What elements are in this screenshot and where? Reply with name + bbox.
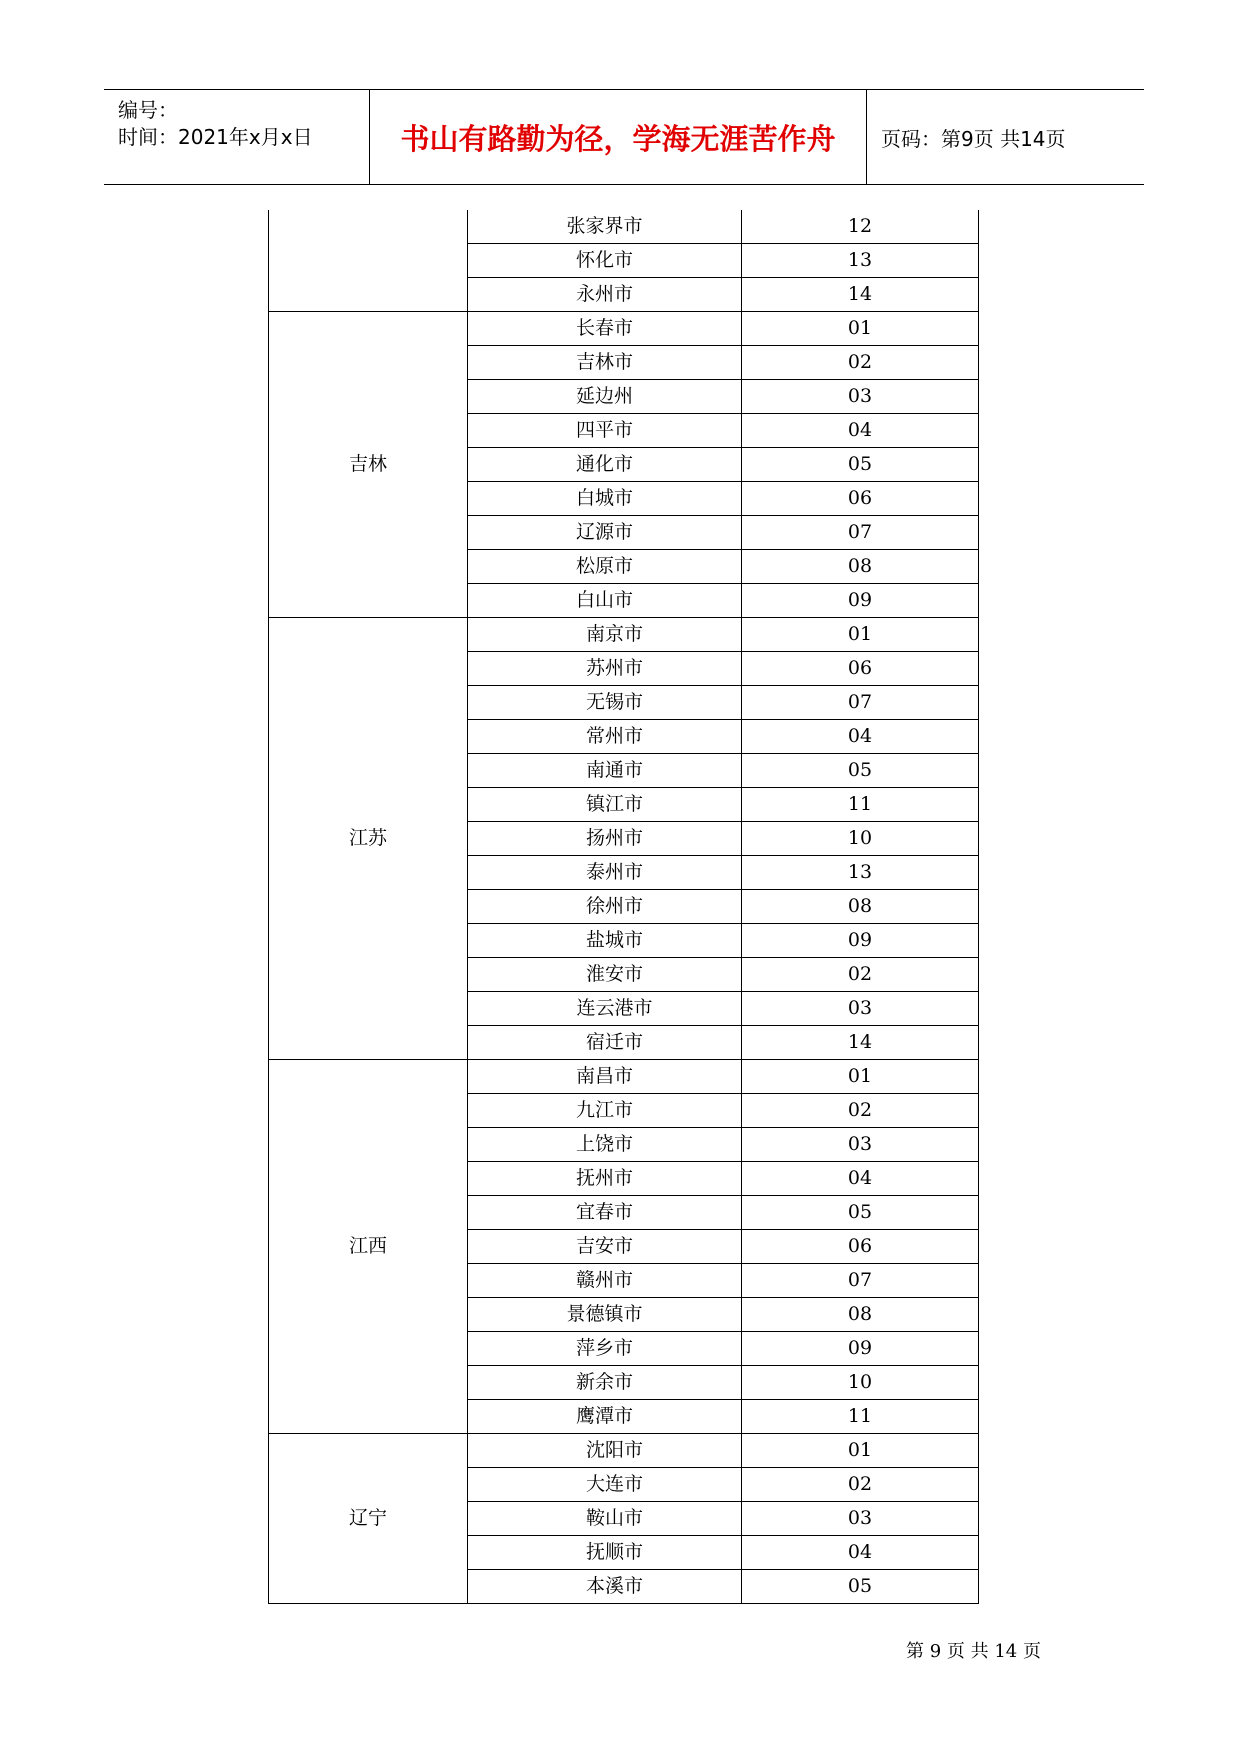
header-meta <box>104 90 369 184</box>
city-cell: 抚顺市 <box>468 1536 742 1570</box>
city-cell: 四平市 <box>468 414 742 448</box>
document-number-label: 编号： <box>118 98 178 122</box>
code-cell: 05 <box>742 1196 979 1230</box>
document-time-label: 时间：2021年x月x日 <box>118 125 313 149</box>
city-cell: 大连市 <box>468 1468 742 1502</box>
province-cell: 江西 <box>269 1060 468 1434</box>
code-cell: 06 <box>742 482 979 516</box>
city-cell: 永州市 <box>468 278 742 312</box>
table-row <box>269 1060 979 1094</box>
code-cell: 07 <box>742 516 979 550</box>
code-cell: 03 <box>742 1128 979 1162</box>
city-cell: 无锡市 <box>468 686 742 720</box>
code-cell: 13 <box>742 856 979 890</box>
code-cell: 04 <box>742 1162 979 1196</box>
city-cell: 上饶市 <box>468 1128 742 1162</box>
code-cell: 06 <box>742 652 979 686</box>
code-cell: 09 <box>742 1332 979 1366</box>
city-cell: 镇江市 <box>468 788 742 822</box>
page-footer: 第 9 页 共 14 页 <box>906 1641 1041 1662</box>
city-cell: 吉安市 <box>468 1230 742 1264</box>
table-row <box>269 1434 979 1468</box>
code-cell: 03 <box>742 1502 979 1536</box>
code-cell: 01 <box>742 618 979 652</box>
city-cell: 抚州市 <box>468 1162 742 1196</box>
city-cell: 南昌市 <box>468 1060 742 1094</box>
city-cell: 吉林市 <box>468 346 742 380</box>
code-cell: 07 <box>742 686 979 720</box>
code-cell: 13 <box>742 244 979 278</box>
city-cell: 连云港市 <box>468 992 742 1026</box>
region-code-table-body <box>269 210 979 1604</box>
province-cell <box>269 210 468 312</box>
city-cell: 怀化市 <box>468 244 742 278</box>
code-cell: 08 <box>742 890 979 924</box>
city-cell: 苏州市 <box>468 652 742 686</box>
table-row <box>269 618 979 652</box>
code-cell: 09 <box>742 584 979 618</box>
city-cell: 长春市 <box>468 312 742 346</box>
header-motto: 书山有路勤为径，学海无涯苦作舟 <box>400 121 836 156</box>
code-cell: 08 <box>742 1298 979 1332</box>
code-cell: 12 <box>742 210 979 244</box>
city-cell: 九江市 <box>468 1094 742 1128</box>
city-cell: 白山市 <box>468 584 742 618</box>
city-cell: 景德镇市 <box>468 1298 742 1332</box>
code-cell: 04 <box>742 1536 979 1570</box>
code-cell: 10 <box>742 822 979 856</box>
province-cell: 辽宁 <box>269 1434 468 1604</box>
code-cell: 08 <box>742 550 979 584</box>
code-cell: 07 <box>742 1264 979 1298</box>
code-cell: 01 <box>742 1060 979 1094</box>
code-cell: 14 <box>742 1026 979 1060</box>
code-cell: 05 <box>742 1570 979 1604</box>
code-cell: 02 <box>742 958 979 992</box>
city-cell: 淮安市 <box>468 958 742 992</box>
city-cell: 辽源市 <box>468 516 742 550</box>
code-cell: 04 <box>742 720 979 754</box>
page-header <box>104 89 1144 185</box>
code-cell: 03 <box>742 992 979 1026</box>
table-row <box>269 312 979 346</box>
city-cell: 白城市 <box>468 482 742 516</box>
province-cell: 江苏 <box>269 618 468 1060</box>
code-cell: 11 <box>742 1400 979 1434</box>
city-cell: 萍乡市 <box>468 1332 742 1366</box>
city-cell: 泰州市 <box>468 856 742 890</box>
city-cell: 新余市 <box>468 1366 742 1400</box>
code-cell: 04 <box>742 414 979 448</box>
city-cell: 张家界市 <box>468 210 742 244</box>
code-cell: 02 <box>742 1468 979 1502</box>
city-cell: 鞍山市 <box>468 1502 742 1536</box>
code-cell: 05 <box>742 754 979 788</box>
city-cell: 赣州市 <box>468 1264 742 1298</box>
city-cell: 宿迁市 <box>468 1026 742 1060</box>
province-cell: 吉林 <box>269 312 468 618</box>
code-cell: 14 <box>742 278 979 312</box>
city-cell: 宜春市 <box>468 1196 742 1230</box>
code-cell: 02 <box>742 346 979 380</box>
header-page-number: 页码：第9页 共14页 <box>881 126 1066 151</box>
city-cell: 南京市 <box>468 618 742 652</box>
city-cell: 常州市 <box>468 720 742 754</box>
code-cell: 05 <box>742 448 979 482</box>
city-cell: 延边州 <box>468 380 742 414</box>
code-cell: 01 <box>742 1434 979 1468</box>
code-cell: 06 <box>742 1230 979 1264</box>
code-cell: 10 <box>742 1366 979 1400</box>
city-cell: 南通市 <box>468 754 742 788</box>
city-cell: 沈阳市 <box>468 1434 742 1468</box>
code-cell: 02 <box>742 1094 979 1128</box>
city-cell: 松原市 <box>468 550 742 584</box>
code-cell: 09 <box>742 924 979 958</box>
code-cell: 11 <box>742 788 979 822</box>
city-cell: 通化市 <box>468 448 742 482</box>
city-cell: 徐州市 <box>468 890 742 924</box>
region-code-table <box>268 210 979 1604</box>
city-cell: 盐城市 <box>468 924 742 958</box>
table-row <box>269 210 979 244</box>
city-cell: 鹰潭市 <box>468 1400 742 1434</box>
city-cell: 扬州市 <box>468 822 742 856</box>
code-cell: 03 <box>742 380 979 414</box>
code-cell: 01 <box>742 312 979 346</box>
city-cell: 本溪市 <box>468 1570 742 1604</box>
